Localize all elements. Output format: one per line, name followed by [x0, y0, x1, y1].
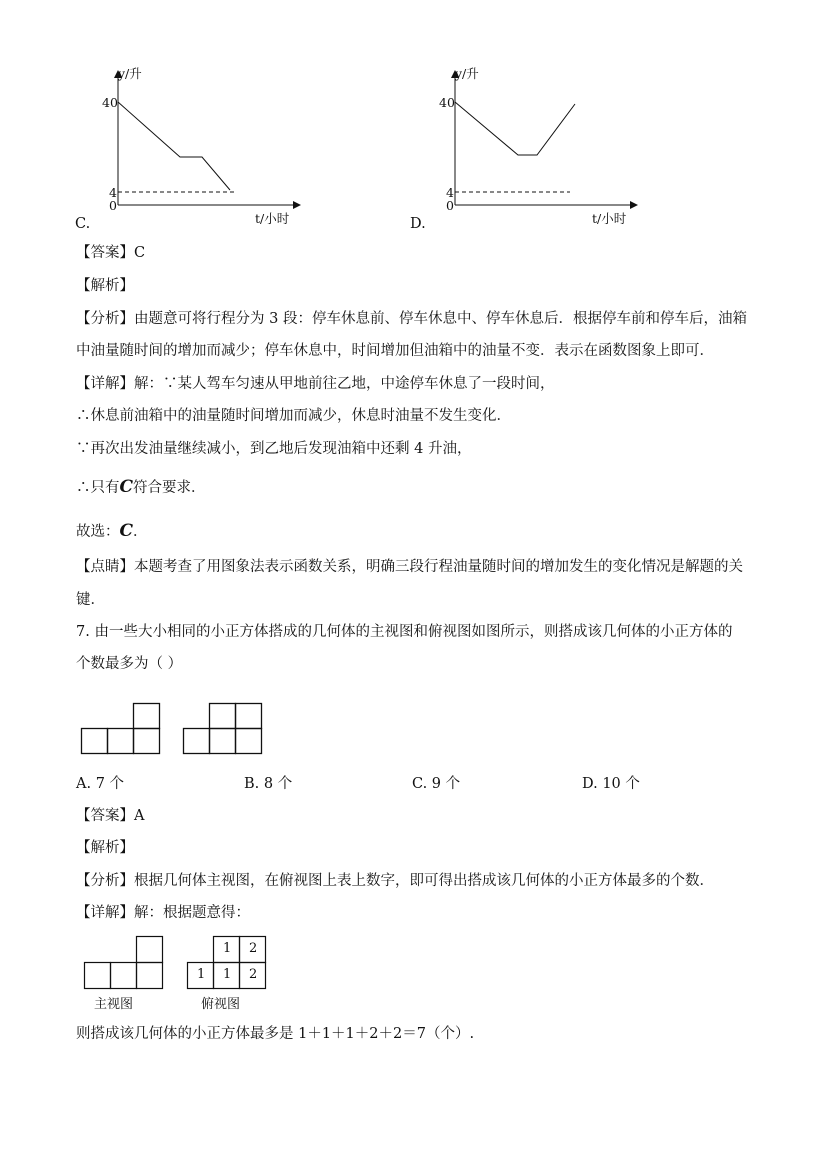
q7-option-a: A. 7 个 — [76, 776, 125, 792]
front-view-svg — [81, 702, 161, 754]
q6-xiangjie-line4-post: 符合要求． — [133, 480, 206, 496]
y-axis-label: y/升 — [455, 66, 479, 81]
q6-analysis-title: 【解析】 — [76, 278, 134, 294]
graph-c — [75, 68, 305, 232]
q6-choice — [76, 521, 148, 542]
q6-xiangjie-line1: 【详解】解：∵某人驾车匀速从甲地前往乙地，中途停车休息了一段时间， — [76, 376, 555, 392]
q7-xiangjie: 【详解】解：根据题意得： — [76, 905, 250, 921]
top-view-number: 2 — [249, 941, 258, 956]
q7-conclusion: 则搭成该几何体的小正方体最多是 1＋1＋1＋2＋2＝7（个）. — [76, 1026, 475, 1042]
tick-40: 40 — [439, 95, 455, 110]
q6-dianjing-line1: 【点睛】本题考查了用图象法表示函数关系，明确三段行程油量随时间的增加发生的变化情况是解题的关 — [76, 559, 743, 575]
front-view-caption: 主视图 — [94, 997, 134, 1012]
graph-d-svg — [410, 68, 640, 228]
q6-xiangjie-line2: ∴休息前油箱中的油量随时间增加而减少，休息时油量不发生变化． — [76, 408, 511, 424]
tick-4: 4 — [109, 185, 117, 200]
q7-option-c: C. 9 个 — [412, 776, 461, 792]
q7-top-view — [183, 702, 263, 758]
solution-front-svg — [84, 935, 164, 991]
top-view-number: 2 — [249, 967, 258, 982]
q6-dianjing-line2: 键． — [76, 592, 105, 608]
option-c-label: C. — [75, 216, 91, 232]
solution-front-view — [84, 935, 164, 1012]
fuel-curve — [118, 102, 230, 190]
q6-choice-pre: 故选： — [76, 524, 120, 540]
q6-fenxi-line1: 【分析】由题意可将行程分为 3 段：停车休息前、停车休息中、停车休息后．根据停车前和停车后，油箱 — [76, 311, 747, 327]
q6-xiangjie-line3: ∵再次出发油量继续减小，到乙地后发现油箱中还剩 4 升油， — [76, 441, 472, 457]
q7-front-view — [81, 702, 161, 758]
q7-stem-line1: 7. 由一些大小相同的小正方体搭成的几何体的主视图和俯视图如图所示，则搭成该几何体的小正方体的 — [76, 624, 733, 640]
option-d-label: D. — [410, 216, 426, 232]
q6-xiangjie-line4-pre: ∴只有 — [76, 480, 120, 496]
x-axis-label: t/小时 — [592, 211, 627, 226]
origin-label: 0 — [446, 198, 454, 213]
top-view-number: 1 — [223, 967, 232, 982]
q7-stem-line2: 个数最多为（ ） — [76, 656, 183, 672]
x-axis-label: t/小时 — [255, 211, 290, 226]
q7-analysis-title: 【解析】 — [76, 840, 134, 856]
tick-40: 40 — [102, 95, 118, 110]
top-view-number: 1 — [197, 967, 206, 982]
q6-xiangjie-line4 — [76, 477, 206, 498]
origin-label: 0 — [109, 198, 117, 213]
q6-answer: 【答案】C — [76, 245, 146, 261]
top-view-svg — [183, 702, 263, 754]
graph-d — [410, 68, 640, 232]
q7-answer: 【答案】A — [76, 808, 145, 824]
top-view-caption: 俯视图 — [201, 997, 241, 1012]
tick-4: 4 — [446, 185, 454, 200]
q6-var-c: C — [119, 477, 134, 497]
solution-top-view — [187, 935, 267, 1012]
q6-fenxi-line2: 中油量随时间的增加而减少；停车休息中，时间增加但油箱中的油量不变．表示在函数图象上即可． — [76, 343, 714, 359]
top-view-number: 1 — [223, 941, 232, 956]
q7-option-d: D. 10 个 — [582, 776, 640, 792]
fuel-curve — [455, 102, 575, 155]
q7-option-b: B. 8 个 — [244, 776, 293, 792]
q6-choice-var: C — [119, 521, 134, 541]
y-axis-label: y/升 — [118, 66, 142, 81]
q7-fenxi: 【分析】根据几何体主视图，在俯视图上表上数字，即可得出搭成该几何体的小正方体最多的个数． — [76, 873, 714, 889]
q6-choice-post: ． — [133, 524, 148, 540]
